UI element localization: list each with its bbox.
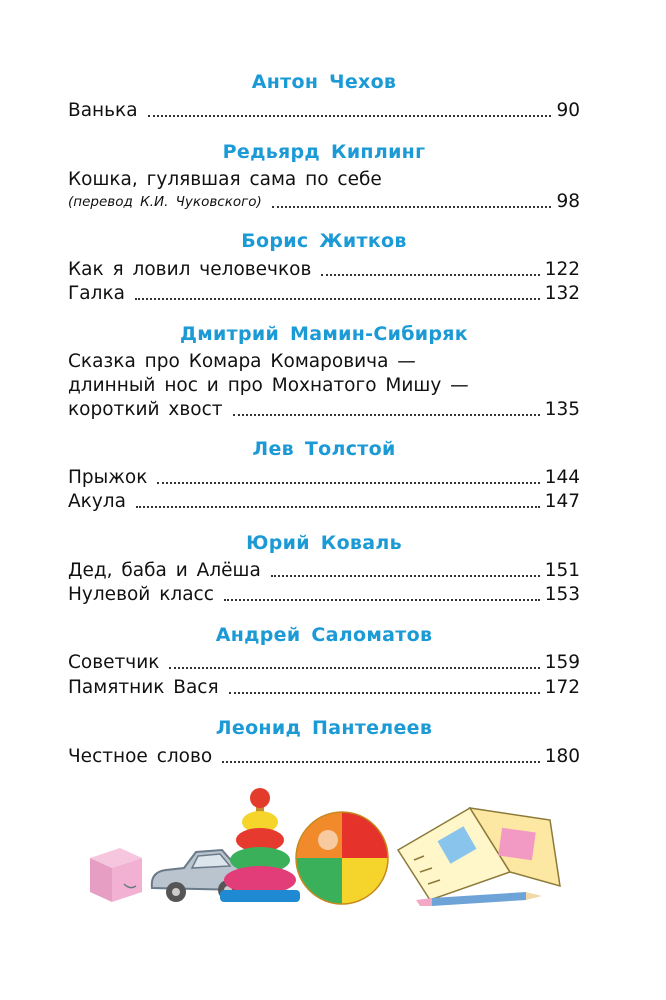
entry-title: Честное слово <box>68 746 213 767</box>
entry-title: Акула <box>68 491 126 512</box>
entry-title-line: длинный нос и про Мохнатого Мишу — <box>68 375 469 396</box>
entry-title: короткий хвост <box>68 399 223 420</box>
dot-leader <box>135 298 540 300</box>
toc-entry[interactable] <box>68 583 580 607</box>
dot-leader <box>271 575 540 577</box>
entry-page: 147 <box>544 491 580 512</box>
ball-icon <box>296 812 388 904</box>
entry-page: 172 <box>544 677 580 698</box>
dot-leader <box>157 482 539 484</box>
entry-title: Прыжок <box>68 467 148 488</box>
author-heading: Редьярд Киплинг <box>222 141 426 163</box>
toc-entry[interactable] <box>68 676 580 700</box>
entry-page: 132 <box>544 283 580 304</box>
toc-entry[interactable] <box>68 258 580 282</box>
entry-title: Галка <box>68 283 125 304</box>
dot-leader <box>321 274 539 276</box>
entry-title: Советчик <box>68 652 160 673</box>
toc-entry[interactable] <box>68 282 580 306</box>
toc-entry[interactable] <box>68 490 580 514</box>
entry-title: Памятник Вася <box>68 677 219 698</box>
entry-page: 122 <box>544 259 580 280</box>
cube-icon <box>90 848 142 902</box>
toc-entry[interactable] <box>68 398 580 422</box>
author-heading: Юрий Коваль <box>246 532 402 554</box>
entry-page: 159 <box>544 652 580 673</box>
toc-entry[interactable] <box>68 466 580 490</box>
entry-page: 144 <box>544 467 580 488</box>
entry-page: 98 <box>556 191 580 212</box>
entry-page: 151 <box>544 560 580 581</box>
pyramid-toy-icon <box>220 788 300 902</box>
author-heading: Андрей Саломатов <box>215 624 433 646</box>
entry-title: Нулевой класс <box>68 584 214 605</box>
toc-entry[interactable] <box>68 745 580 769</box>
dot-leader <box>148 115 552 117</box>
toc-entry[interactable] <box>68 99 580 123</box>
entry-page: 135 <box>544 399 580 420</box>
toc-entry[interactable] <box>68 651 580 675</box>
dot-leader <box>224 599 540 601</box>
author-heading: Дмитрий Мамин-Сибиряк <box>179 323 469 345</box>
dot-leader <box>233 414 540 416</box>
dot-leader <box>169 667 539 669</box>
entry-title-line: Сказка про Комара Комаровича — <box>68 351 416 372</box>
entry-subtitle: (перевод К.И. Чуковского) <box>68 194 262 210</box>
author-heading: Лев Толстой <box>252 438 396 460</box>
open-book-icon <box>398 808 560 900</box>
entry-page: 90 <box>556 100 580 121</box>
dot-leader <box>222 761 539 763</box>
entry-title: Ванька <box>68 100 138 121</box>
entry-title: Дед, баба и Алёша <box>68 560 261 581</box>
author-heading: Борис Житков <box>241 230 407 252</box>
entry-title: Как я ловил человечков <box>68 259 312 280</box>
entry-title: Кошка, гулявшая сама по себе <box>68 169 382 190</box>
dot-leader <box>272 206 552 208</box>
toc-entry[interactable] <box>68 190 580 214</box>
entry-page: 153 <box>544 584 580 605</box>
toys-illustration <box>80 780 580 920</box>
dot-leader <box>136 506 540 508</box>
dot-leader <box>229 692 540 694</box>
entry-page: 180 <box>544 746 580 767</box>
toc-entry[interactable] <box>68 559 580 583</box>
author-heading: Леонид Пантелеев <box>215 717 433 739</box>
author-heading: Антон Чехов <box>251 71 397 93</box>
